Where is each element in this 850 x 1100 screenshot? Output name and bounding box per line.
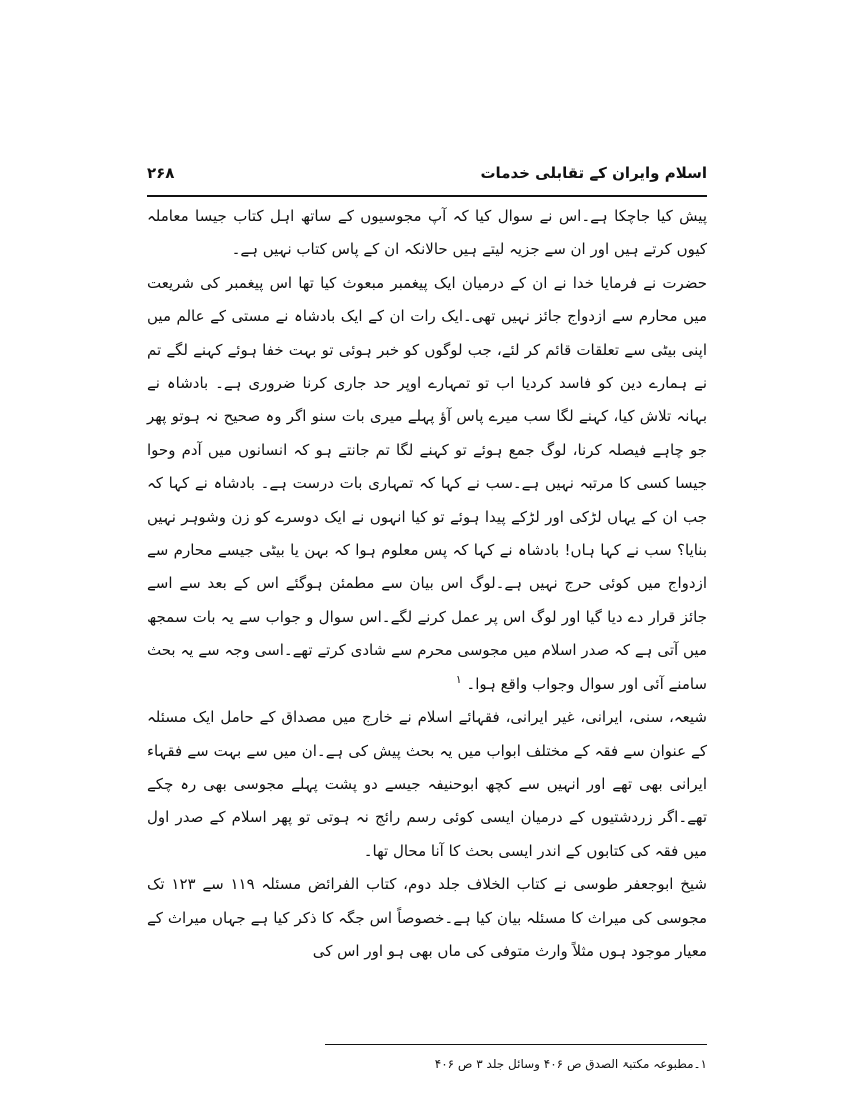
running-title: اسلام وایران کے تقابلی خدمات	[480, 164, 707, 182]
paragraph-4: شیخ ابوجعفر طوسی نے کتاب الخلاف جلد دوم، کتاب الفرائض مسئلہ ۱۱۹ سے ۱۲۳ تک مجوسی کی میراث کا مسئلہ بیان کیا ہے۔خصوصاً اس جگہ کا ذکر کیا ہے جہاں میراث کے معیار موجود ہوں مثلاً وارث متوفی کی ماں بھی ہو اور اس کی	[147, 875, 707, 960]
paragraph-2-text: حضرت نے فرمایا خدا نے ان کے درمیان ایک پیغمبر مبعوث کیا تھا اس پیغمبر کی شریعت میں محارم سے ازدواج جائز نہیں تھی۔ایک رات ان کے ایک بادشاہ نے مستی کے عالم میں اپنی بیٹی سے تعلقات قائم کر لئے، جب لوگوں کو خبر ہوئی تو بہت خفا ہوئے کہنے لگے تم نے ہمارے دین کو فاسد کردیا اب تو تمہارے اوپر حد جاری کرنا ضروری ہے۔ بادشاہ نے بہانہ تلاش کیا، کہنے لگا سب میرے پاس آؤ پہلے میری بات سنو اگر وہ صحیح نہ ہوتو پھر جو چاہے فیصلہ کرنا، لوگ جمع ہوئے تو کہنے لگا تم جانتے ہو کہ انسانوں میں آدم وحوا جیسا کسی کا مرتبہ نہیں ہے۔سب نے کہا کہ تمہاری بات درست ہے۔ بادشاہ نے کہا کہ جب ان کے یہاں لڑکی اور لڑکے پیدا ہوئے تو کیا انہوں نے ایک دوسرے کو زن وشوہر نہیں بنایا؟ سب نے کہا ہاں! بادشاہ نے کہا کہ پس معلوم ہوا کہ بہن یا بیٹی جیسے محارم سے ازدواج میں کوئی حرج نہیں ہے۔لوگ اس بیان سے مطمئن ہوگئے اس کے بعد سے اسے جائز قرار دے دیا گیا اور لوگ اس پر عمل کرنے لگے۔اس سوال و جواب سے یہ بات سمجھ میں آتی ہے کہ صدر اسلام میں مجوسی محرم سے شادی کرتے تھے۔اسی وجہ سے یہ بحث سامنے آئی اور سوال وجواب واقع ہوا۔	[147, 273, 707, 693]
header-rule	[147, 195, 707, 197]
footnote: ۱۔مطبوعہ مکتبۃ الصدق ص ۴۰۶ وسائل جلد ۳ ص ۴۰۶	[434, 1057, 707, 1071]
page-header	[147, 160, 707, 190]
main-text	[147, 200, 707, 968]
paragraph-1: پیش کیا جاچکا ہے۔اس نے سوال کیا کہ آپ مجوسیوں کے ساتھ اہل کتاب جیسا معاملہ کیوں کرتے ہیں اور ان سے جزیہ لیتے ہیں حالانکہ ان کے پاس کتاب نہیں ہے۔	[147, 207, 707, 259]
paragraph-3: شیعہ، سنی، ایرانی، غیر ایرانی، فقہائے اسلام نے خارج میں مصداق کے حامل ایک مسئلہ کے عنوان سے فقہ کے مختلف ابواب میں یہ بحث پیش کی ہے۔ان میں سے بہت سے فقہاء ایرانی بھی تھے اور انہیں سے کچھ ابوحنیفہ جیسے دو پشت پہلے مجوسی بھی رہ چکے تھے۔اگر زردشتیوں کے درمیان ایسی کوئی رسم رائج نہ ہوتی تو پھر اسلام کے صدر اول میں فقہ کی کتابوں کے اندر ایسی بحث کا آنا محال تھا۔	[147, 708, 707, 860]
page-number: ۲۶۸	[147, 164, 175, 182]
footnote-marker: ۱	[455, 672, 462, 686]
footnote-rule	[325, 1044, 707, 1045]
paragraph-2	[147, 267, 707, 701]
